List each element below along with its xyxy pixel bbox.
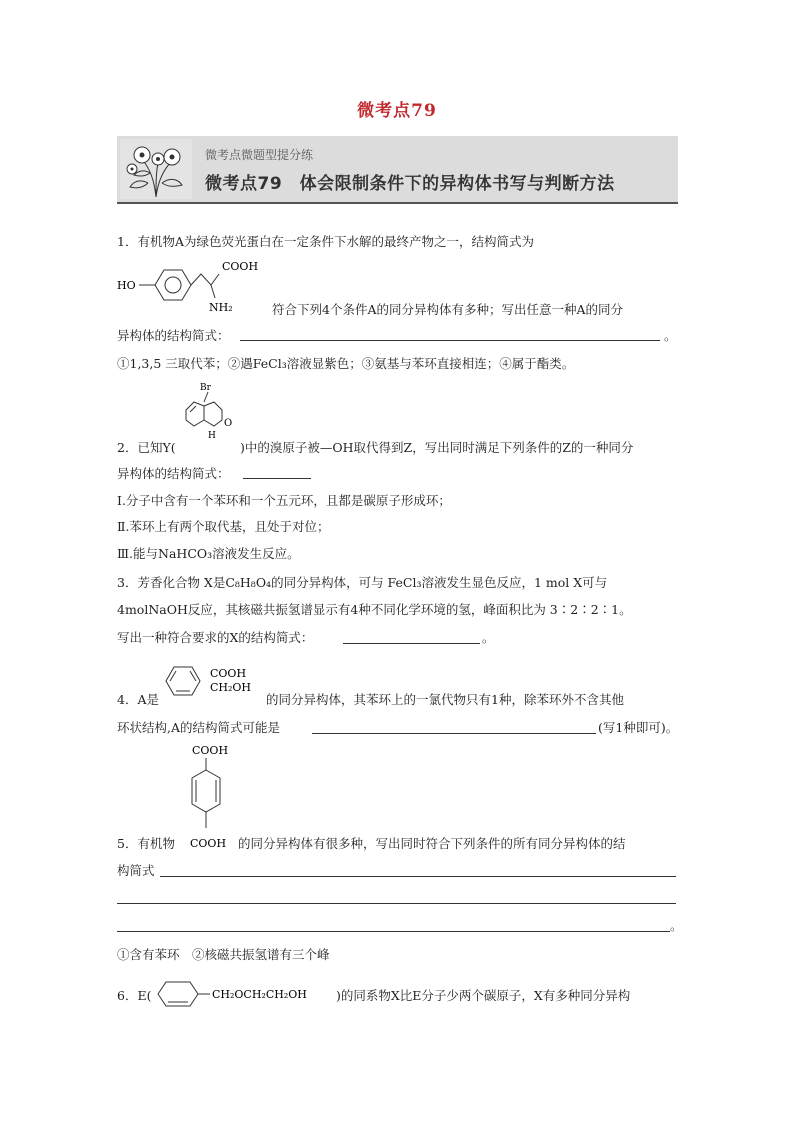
q2-o-label: O: [224, 418, 233, 429]
q2-h-label: H: [208, 431, 216, 441]
q1-answer-blank[interactable]: [240, 340, 660, 341]
q5-answer-blank-2[interactable]: [117, 903, 676, 904]
q3-answer-blank[interactable]: [343, 643, 480, 644]
q6-line1-end: )的同系物X比E分子少两个碳原子，X有多种同分异构: [336, 988, 631, 1003]
q1-cooh-label: COOH: [222, 260, 259, 273]
q4-ch2oh-label: CH₂OH: [210, 681, 252, 694]
q5-line1-end: 的同分异构体有很多种，写出同时符合下列条件的所有同分异构体的结: [238, 836, 626, 851]
q5-cooh-bottom: [188, 834, 240, 852]
q5-cooh-bottom-label: COOH: [190, 837, 227, 850]
q4-line1-end: 的同分异构体，其苯环上的一氯代物只有1种，除苯环外不含其他: [266, 692, 624, 707]
q4-cooh-label: COOH: [210, 667, 247, 680]
q1-line2: 符合下列4个条件A的同分异构体有多种；写出任意一种A的同分: [272, 302, 624, 317]
q1-nh2-label: NH₂: [209, 301, 233, 314]
page-title: 微考点79: [357, 101, 437, 121]
banner-heading: 微考点79 体会限制条件下的异构体书写与判断方法: [205, 174, 615, 194]
q2-cond3: Ⅲ.能与NaHCO₃溶液发生反应。: [117, 546, 300, 561]
q1-conditions: ①1,3,5 三取代苯；②遇FeCl₃溶液显紫色；③氨基与苯环直接相连；④属于酯类。: [117, 356, 575, 371]
q1-line3-start: 异构体的结构简式：: [117, 328, 230, 343]
q5-answer-blank-1[interactable]: [160, 876, 676, 877]
q4-line2-end: (写1种即可)。: [598, 720, 679, 735]
q1-tyrosine-structure: [117, 256, 277, 316]
q4-answer-blank[interactable]: [312, 733, 596, 734]
q4-structure: [158, 656, 270, 706]
q5-answer-blank-3[interactable]: [117, 931, 670, 932]
q1-line3-end: 。: [664, 328, 677, 343]
q6-chain-label: CH₂OCH₂CH₂OH: [212, 988, 307, 1001]
q5-conditions: ①含有苯环 ②核磁共振氢谱有三个峰: [117, 947, 330, 962]
q2-br-label: Br: [200, 383, 211, 393]
q2-answer-blank[interactable]: [243, 478, 311, 479]
q1-intro: 1．有机物A为绿色荧光蛋白在一定条件下水解的最终产物之一，结构简式为: [117, 234, 534, 249]
banner-subtitle: 微考点微题型提分练: [205, 148, 314, 162]
q5-line4-end: 。: [670, 918, 683, 933]
q3-line2: 4molNaOH反应，其核磁共振氢谱显示有4种不同化学环境的氢，峰面积比为 3∶2∶2∶1。: [117, 602, 632, 617]
q5-cooh-top-label: COOH: [192, 744, 229, 757]
q3-line1: 3．芳香化合物 X是C₈H₈O₄的同分异构体，可与 FeCl₃溶液发生显色反应，1 mol X可与: [117, 575, 608, 590]
q2-line2-start: 异构体的结构简式：: [117, 466, 230, 481]
q2-line1-end: )中的溴原子被—OH取代得到Z，写出同时满足下列条件的Z的一种同分: [240, 440, 634, 455]
q3-line3-end: 。: [482, 630, 495, 645]
q1-ho-label: HO: [117, 279, 136, 292]
q3-line3-start: 写出一种符合要求的X的结构简式：: [117, 630, 314, 645]
q2-cond2: Ⅱ.苯环上有两个取代基，且处于对位；: [117, 519, 330, 534]
q4-line1-start: 4．A是: [117, 692, 159, 707]
q5-line2-start: 构简式: [117, 863, 155, 878]
flower-illustration-icon: [120, 139, 192, 199]
q5-line1-start: 5．有机物: [117, 836, 175, 851]
q2-line1-start: 2．已知Y(: [117, 440, 176, 455]
section-banner: [117, 136, 678, 204]
q6-line1-start: 6．E(: [117, 988, 152, 1003]
q4-line2-start: 环状结构,A的结构简式可能是: [117, 720, 281, 735]
q2-cond1: Ⅰ.分子中含有一个苯环和一个五元环，且都是碳原子形成环；: [117, 493, 451, 508]
q6-structure: [152, 976, 342, 1012]
q2-quinolinone-structure: [176, 380, 240, 444]
